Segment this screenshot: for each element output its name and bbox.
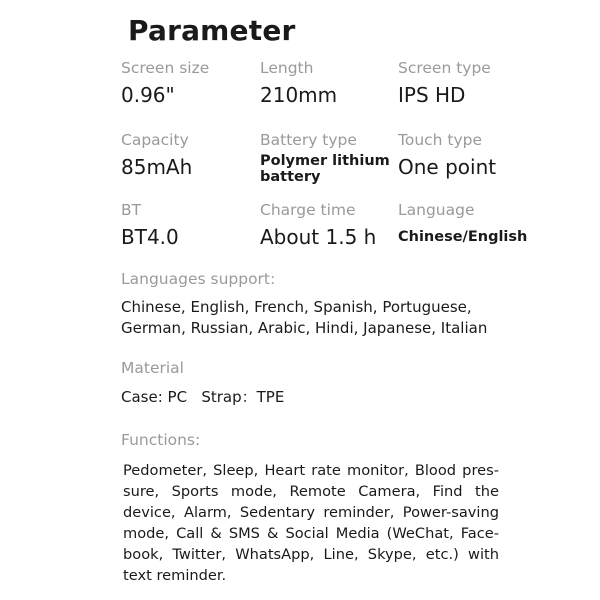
languages-line-2: German, Russian, Arabic, Hindi, Japanese, Italian: [121, 319, 488, 337]
param-label: Language: [398, 201, 475, 219]
param-label: Screen type: [398, 59, 491, 77]
param-value: Chinese/English: [398, 229, 528, 245]
material-value: Case: PC Strap：TPE: [121, 388, 285, 406]
functions-label: Functions:: [121, 431, 201, 449]
param-label: Capacity: [121, 131, 189, 149]
param-value: 210mm: [260, 83, 338, 107]
param-battery-type: [260, 131, 390, 185]
param-capacity: [121, 131, 192, 179]
param-bt: [121, 201, 179, 249]
param-charge-time: [260, 201, 376, 249]
languages-line-1: Chinese, English, French, Spanish, Portuguese,: [121, 298, 472, 316]
param-screen-type: [398, 59, 491, 107]
param-value: 85mAh: [121, 155, 193, 179]
param-touch-type: [398, 131, 496, 179]
param-value: BT4.0: [121, 225, 179, 249]
languages-label: Languages support:: [121, 270, 276, 288]
param-label: Charge time: [260, 201, 356, 219]
param-value: 0.96": [121, 83, 175, 107]
param-value: About 1.5 h: [260, 225, 377, 249]
param-screen-size: [121, 59, 209, 107]
param-label: Battery type: [260, 131, 357, 149]
param-label: BT: [121, 201, 142, 219]
material-label: Material: [121, 359, 184, 377]
param-value: IPS HD: [398, 83, 466, 107]
param-label: Screen size: [121, 59, 210, 77]
param-value: Polymer lithium battery: [260, 153, 390, 185]
param-label: Length: [260, 59, 314, 77]
param-label: Touch type: [398, 131, 483, 149]
param-value: One point: [398, 155, 497, 179]
param-length: [260, 59, 337, 107]
param-language: [398, 201, 527, 245]
functions-text: Pedometer, Sleep, Heart rate monitor, Blood pressure, Sports mode, Remote Camera, Find the device, Alarm, Sedentary reminder, Power-saving mode, Call & SMS & Social Media (WeChat, Facebook, Twitter, WhatsApp, Line, Skype, etc.) with text reminder.: [123, 462, 499, 584]
page-title: Parameter: [128, 14, 296, 47]
